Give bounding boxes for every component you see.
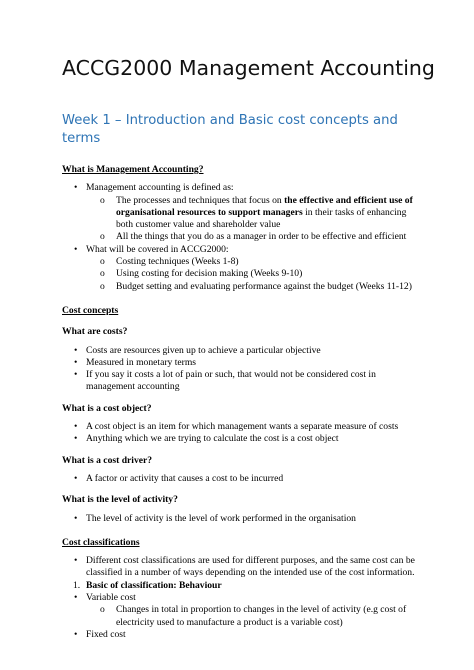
bullet-marker: • [74,182,78,194]
list-item [62,369,424,394]
list-item [62,421,424,433]
list-subitem [62,281,424,293]
bullet-marker: • [74,555,78,567]
bullet-marker: • [74,592,78,604]
list-item-text: What will be covered in ACCG2000: [86,243,229,255]
list-subitem [62,256,424,268]
sub-bullet-marker: o [100,280,105,292]
heading-cost-concepts: Cost concepts [62,304,119,316]
heading-what-is-management-accounting: What is Management Accounting? [62,164,204,175]
bullet-marker: • [74,369,78,381]
list-subitem-text: Budget setting and evaluating performance against the budget (Weeks 11-12) [116,280,412,292]
heading-level-of-activity: What is the level of activity? [62,494,178,506]
bullet-marker: • [74,356,78,368]
list-item-text: If you say it costs a lot of pain or such, that would not be considered cost in management accounting [86,369,376,393]
list-item [62,513,424,525]
list-item-text: Anything which we are trying to calculate the cost is a cost object [86,433,339,445]
list-subitem [62,268,424,280]
heading-cost-driver: What is a cost driver? [62,454,153,466]
list-subitem-text: Costing techniques (Weeks 1-8) [116,256,239,268]
sub-bullet-marker: o [100,604,105,616]
heading-cost-object: What is a cost object? [62,402,152,414]
list-item-text: Measured in monetary terms [86,356,197,368]
list-item [62,473,424,485]
sub-bullet-marker: o [100,231,105,243]
list-subitem-text-post: in their tasks of enhancing both customer value and shareholder value [116,206,407,231]
list-item-text: Fixed cost [86,628,126,640]
document-subtitle: Week 1 – Introduction and Basic cost concepts and terms [62,113,398,146]
bullet-marker: • [74,344,78,356]
heading-cost-classifications: Cost classifications [62,536,140,548]
list-item [62,357,424,369]
list-item-text: A factor or activity that causes a cost to be incurred [86,472,284,484]
list-subitem [62,195,424,232]
bullet-marker: • [74,243,78,255]
bullet-marker: • [74,628,78,640]
document-body [62,164,424,641]
list-item-text: The level of activity is the level of work performed in the organisation [86,512,356,524]
sub-bullet-marker: o [100,256,105,268]
number-marker: 1. [73,579,81,591]
list-item [62,629,424,641]
list-subitem-text-bold: the effective and efficient use of organisational resources to support managers [116,194,413,218]
list-subitem-text-pre: The processes and techniques that focus on [116,194,285,206]
list-item-text: A cost object is an item for which management wants a separate measure of costs [86,421,399,433]
bullet-marker: • [74,433,78,445]
list-item [62,345,424,357]
list-item-text: Different cost classifications are used for different purposes, and the same cost can be classified in a number of ways depending on the intended use of the cost information. [86,555,415,579]
list-subitem-text: Using costing for decision making (Weeks 9-10) [116,268,303,280]
list-subitem-text: All the things that you do as a manager in order to be effective and efficient [116,231,407,243]
list-item [62,433,424,445]
list-subitem [62,231,424,243]
bullet-marker: • [74,421,78,433]
list-item [62,555,424,580]
sub-bullet-marker: o [100,268,105,280]
heading-what-are-costs: What are costs? [62,326,128,338]
bullet-marker: • [74,472,78,484]
list-item [62,244,424,256]
list-subitem-text: Changes in total in proportion to changes in the level of activity (e.g cost of electricity used to manufacture a product is a variable cost) [116,604,407,628]
list-item [62,592,424,604]
document-title: ACCG2000 Management Accounting [62,56,435,80]
numbered-item-text: Basic of classification: Behaviour [86,579,222,591]
list-item [62,182,424,194]
numbered-item [62,580,424,592]
list-item-text: Variable cost [86,592,136,604]
bullet-marker: • [74,512,78,524]
list-item-text: Management accounting is defined as: [86,182,234,194]
list-item-text: Costs are resources given up to achieve a particular objective [86,344,321,356]
list-subitem [62,604,424,629]
sub-bullet-marker: o [100,194,105,206]
